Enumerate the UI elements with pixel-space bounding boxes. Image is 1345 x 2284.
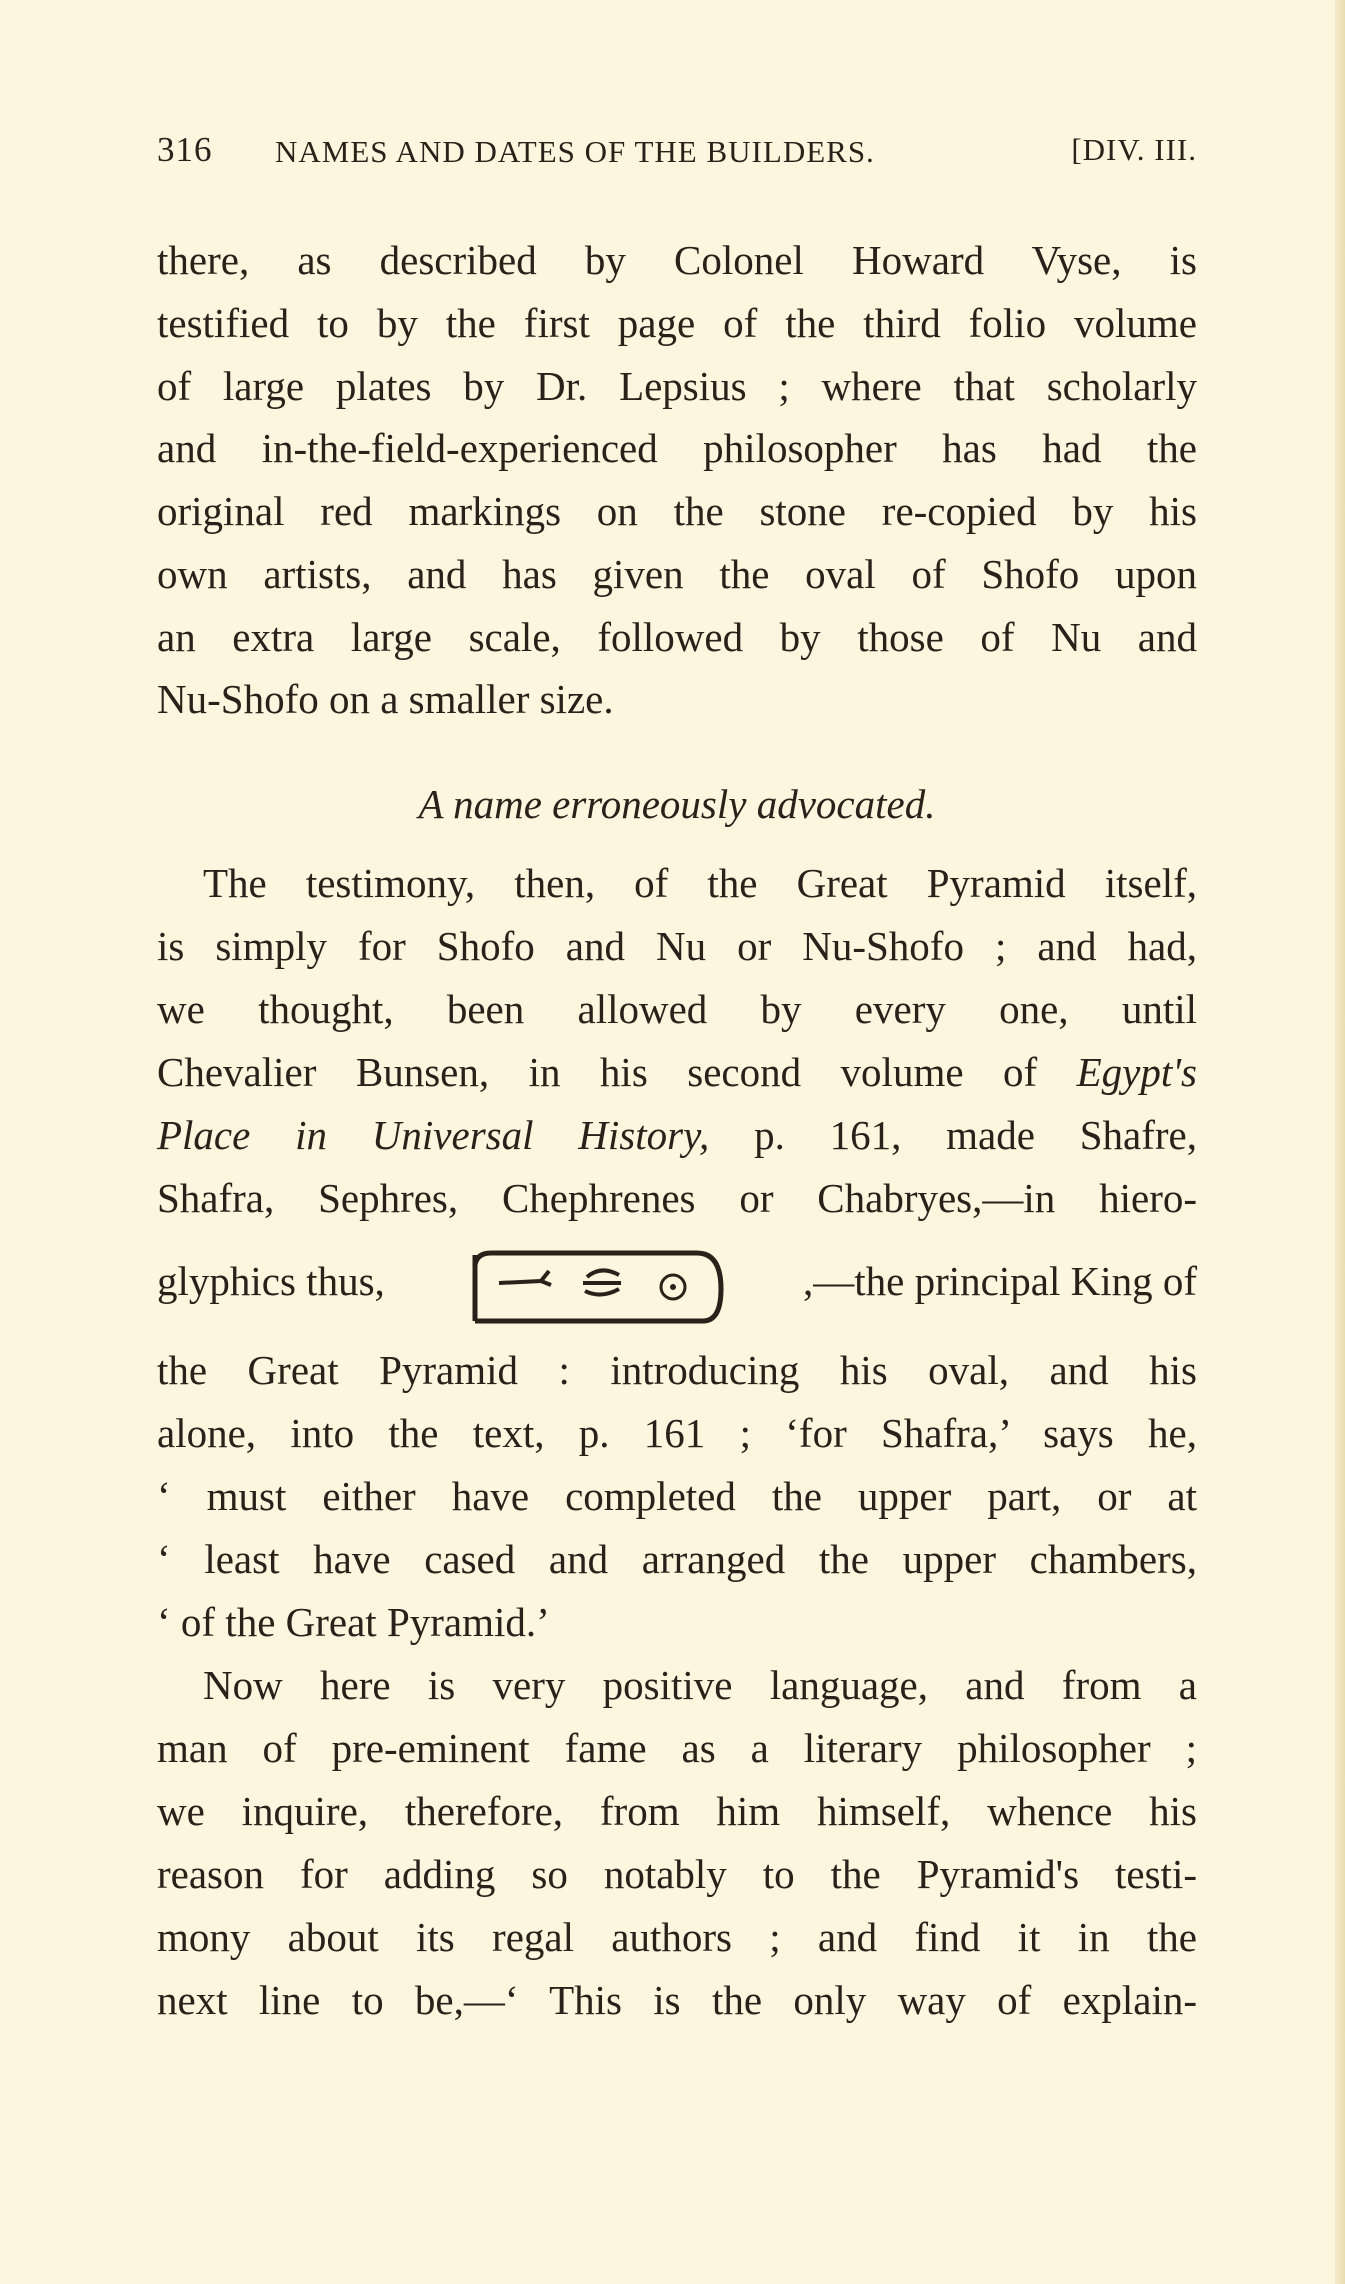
cartouche-hieroglyph-icon xyxy=(459,1237,727,1325)
text-line: Now here is very positive language, and from a xyxy=(203,1662,1197,1708)
hieroglyph-line xyxy=(157,1237,1197,1327)
book-title-italic: Egypt's xyxy=(1076,1049,1197,1095)
text-line: an extra large scale, followed by those of Nu and xyxy=(157,614,1197,660)
text-line: of large plates by Dr. Lepsius ; where that scholarly xyxy=(157,363,1197,409)
text-line: ‘ least have cased and arranged the upper chambers, xyxy=(157,1536,1197,1582)
running-title: NAMES AND DATES OF THE BUILDERS. xyxy=(275,134,875,169)
page-number: 316 xyxy=(157,130,213,169)
text-line: man of pre-eminent fame as a literary philosopher ; xyxy=(157,1725,1197,1771)
text-span: ,—the principal King of xyxy=(803,1258,1197,1304)
book-title-italic: Place in Universal History, xyxy=(157,1112,710,1158)
text-line: own artists, and has given the oval of Shofo upon xyxy=(157,551,1197,597)
running-head xyxy=(157,130,1197,180)
page-edge-shadow xyxy=(1335,0,1345,2284)
text-span: Chevalier Bunsen, in his second volume of xyxy=(157,1049,1038,1095)
text-line: original red markings on the stone re-copied by his xyxy=(157,488,1197,534)
text-line xyxy=(157,1107,1197,1163)
text-line: The testimony, then, of the Great Pyramid itself, xyxy=(203,860,1197,906)
text-line: ‘ of the Great Pyramid.’ xyxy=(157,1599,550,1645)
text-line: next line to be,—‘ This is the only way of explain- xyxy=(157,1977,1197,2023)
text-line: the Great Pyramid : introducing his oval, and his xyxy=(157,1347,1197,1393)
text-line: Shafra, Sephres, Chephrenes or Chabryes,—in hiero- xyxy=(157,1175,1197,1221)
text-line: ‘ must either have completed the upper part, or at xyxy=(157,1473,1197,1519)
division-label: [DIV. III. xyxy=(1071,132,1197,167)
text-line: mony about its regal authors ; and find it in the xyxy=(157,1914,1197,1960)
text-line: we thought, been allowed by every one, until xyxy=(157,986,1197,1032)
text-line: there, as described by Colonel Howard Vyse, is xyxy=(157,237,1197,283)
text-line: we inquire, therefore, from him himself, whence his xyxy=(157,1788,1197,1834)
text-line: and in-the-field-experienced philosopher has had the xyxy=(157,425,1197,471)
text-span: glyphics thus, xyxy=(157,1258,385,1304)
text-line: Nu-Shofo on a smaller size. xyxy=(157,676,614,722)
text-line xyxy=(157,1044,1197,1100)
section-heading: A name erroneously advocated. xyxy=(418,781,936,827)
text-span: p. 161, made Shafre, xyxy=(754,1112,1197,1158)
text-line: reason for adding so notably to the Pyramid's testi- xyxy=(157,1851,1197,1897)
text-line: alone, into the text, p. 161 ; ‘for Shafra,’ says he, xyxy=(157,1410,1197,1456)
text-line: testified to by the first page of the third folio volume xyxy=(157,300,1197,346)
text-line: is simply for Shofo and Nu or Nu-Shofo ; and had, xyxy=(157,923,1197,969)
